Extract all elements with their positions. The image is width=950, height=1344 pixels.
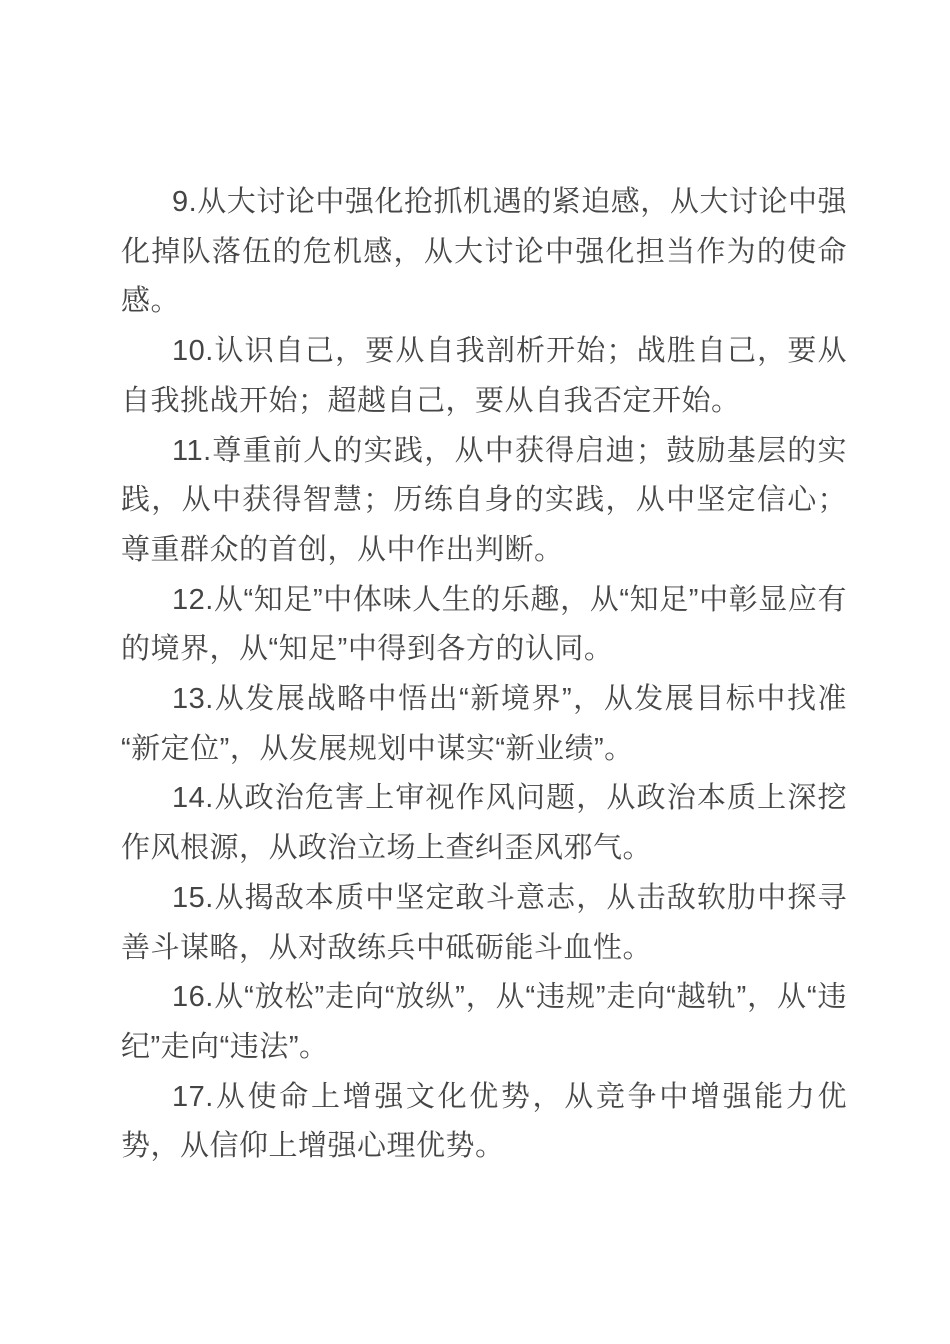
paragraph-item-14: 14.从政治危害上审视作风问题，从政治本质上深挖作风根源，从政治立场上查纠歪风邪气。 bbox=[121, 782, 847, 865]
document-text-block bbox=[121, 178, 847, 1172]
paragraph-item-15: 15.从揭敌本质中坚定敢斗意志，从击敌软肋中探寻善斗谋略，从对敌练兵中砥砺能斗血性。 bbox=[121, 881, 847, 964]
paragraph-item-9: 9.从大讨论中强化抢抓机遇的紧迫感，从大讨论中强化掉队落伍的危机感，从大讨论中强化担当作为的使命感。 bbox=[121, 186, 847, 318]
paragraph-item-13: 13.从发展战略中悟出“新境界”，从发展目标中找准“新定位”，从发展规划中谋实“新业绩”。 bbox=[121, 683, 847, 765]
paragraph-item-12: 12.从“知足”中体味人生的乐趣，从“知足”中彰显应有的境界，从“知足”中得到各方的认同。 bbox=[121, 583, 847, 666]
paragraph-item-16: 16.从“放松”走向“放纵”，从“违规”走向“越轨”，从“违纪”走向“违法”。 bbox=[121, 981, 847, 1063]
paragraph-item-11: 11.尊重前人的实践，从中获得启迪；鼓励基层的实践，从中获得智慧；历练自身的实践，从中坚定信心；尊重群众的首创，从中作出判断。 bbox=[121, 434, 847, 566]
paragraph-item-10: 10.认识自己，要从自我剖析开始；战胜自己，要从自我挑战开始；超越自己，要从自我否定开始。 bbox=[121, 335, 847, 417]
paragraph-item-17: 17.从使命上增强文化优势，从竞争中增强能力优势，从信仰上增强心理优势。 bbox=[121, 1080, 847, 1163]
